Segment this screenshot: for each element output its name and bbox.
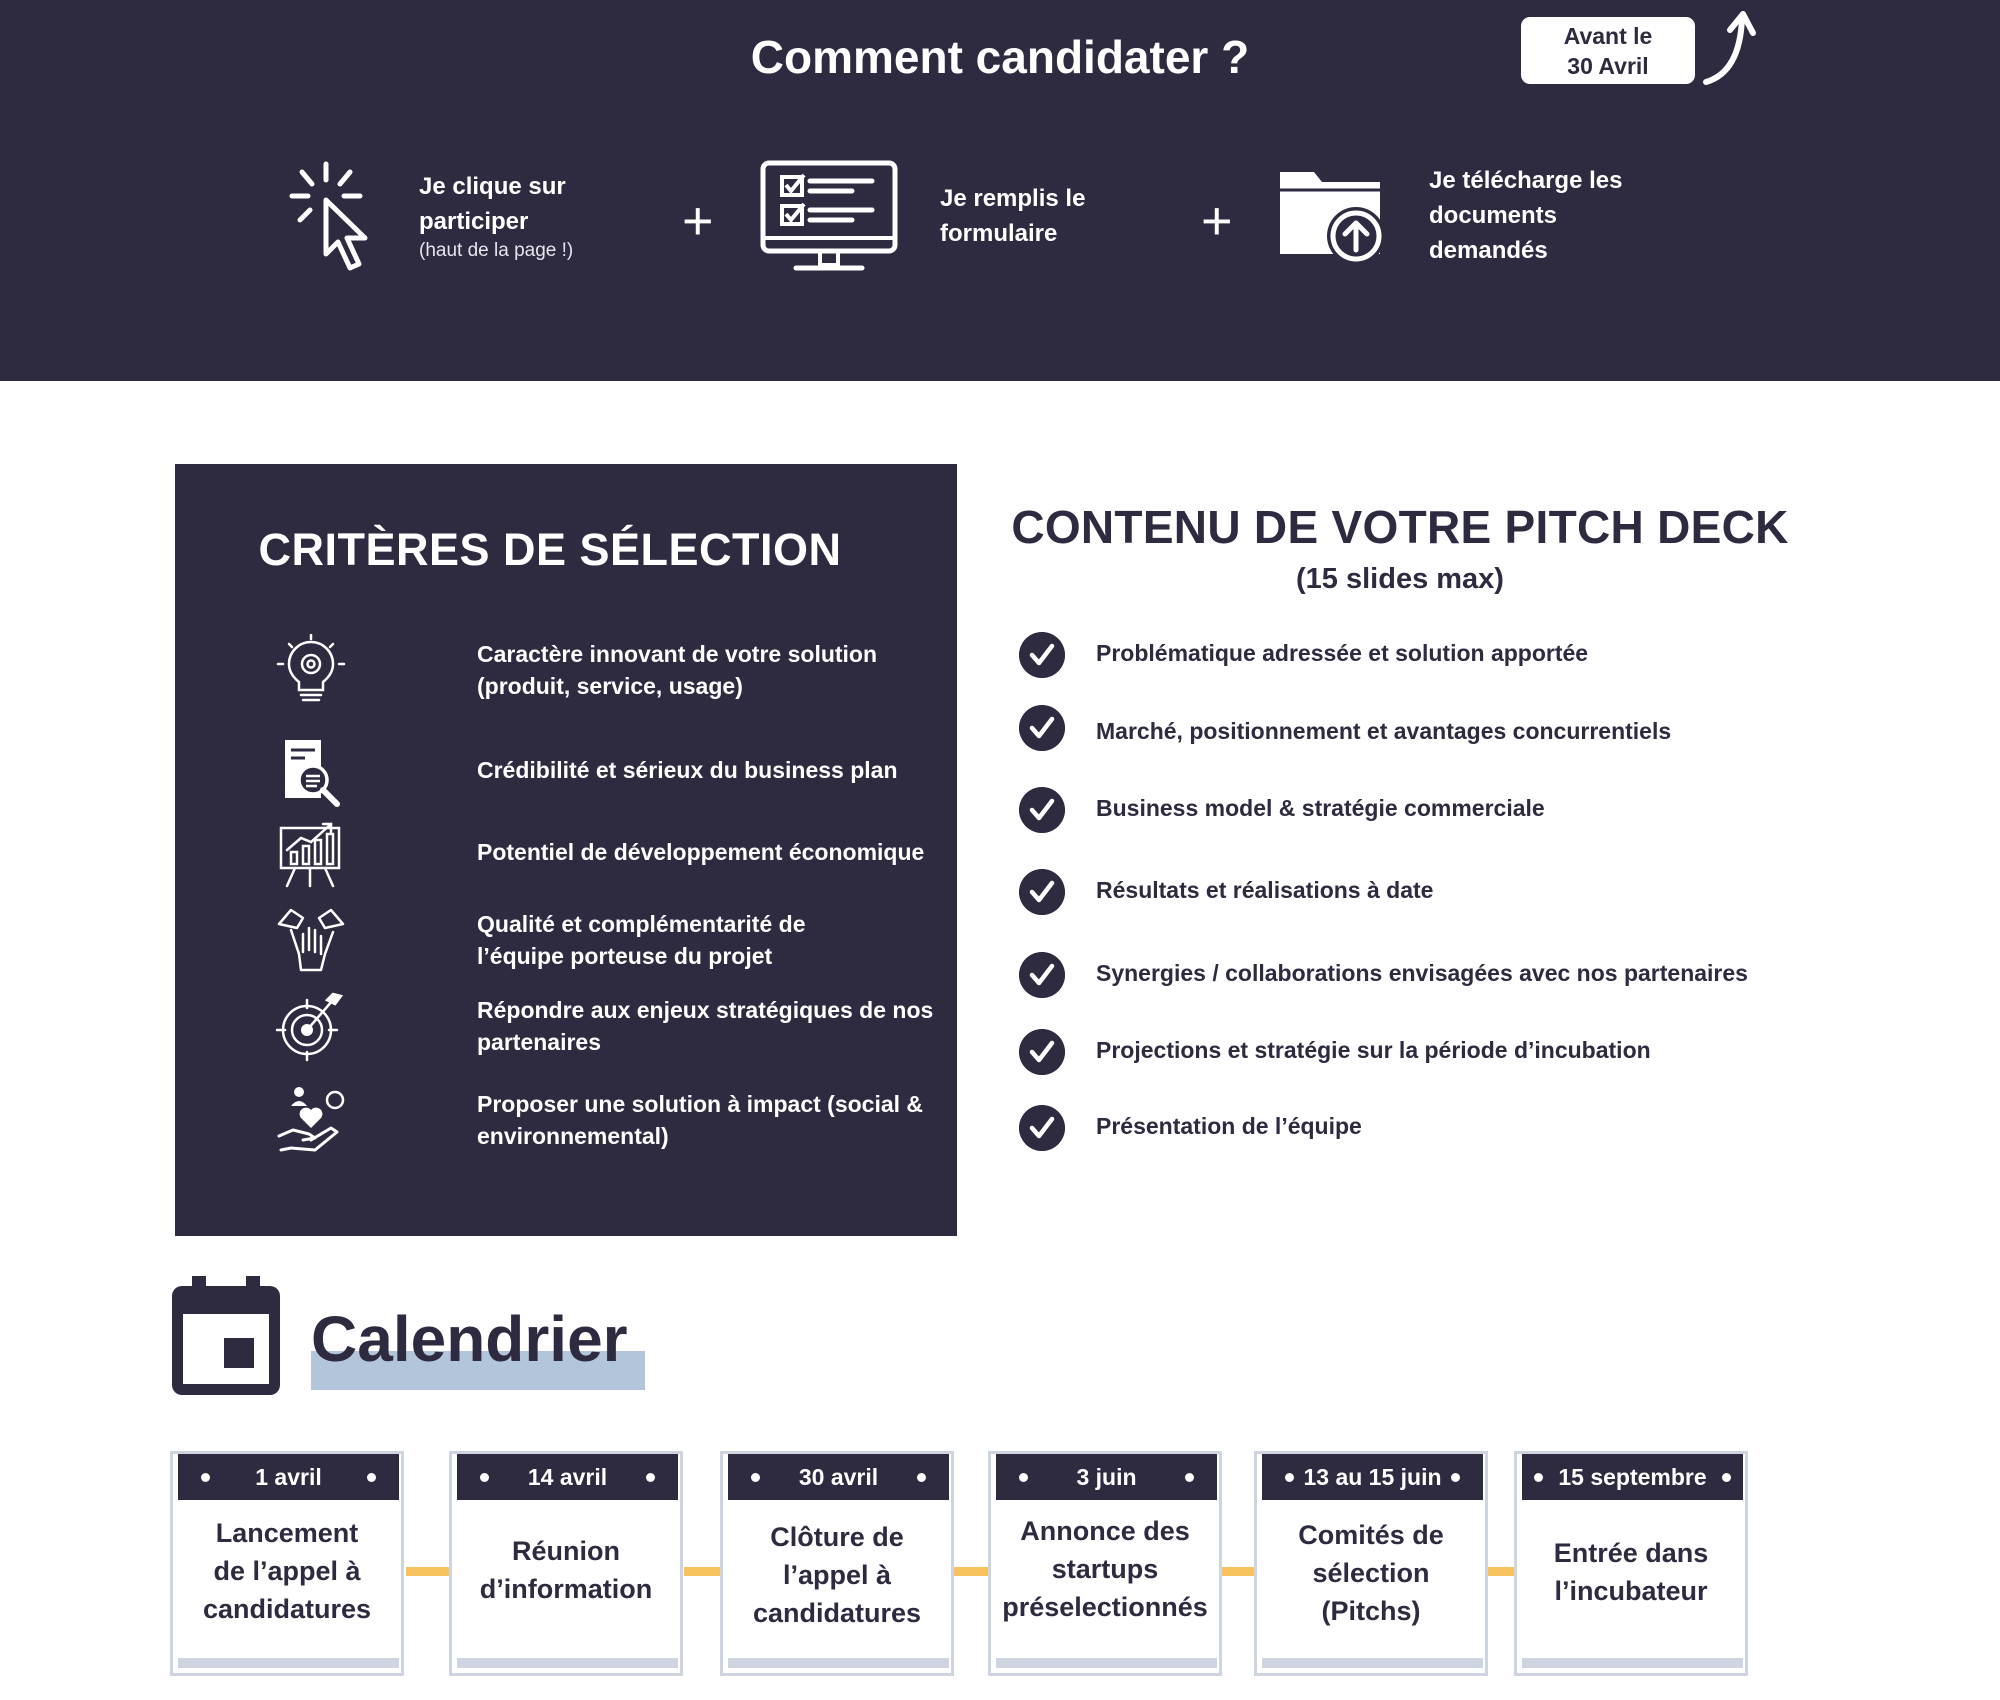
timeline-date: 1 avril xyxy=(178,1454,399,1500)
growth-chart-icon xyxy=(275,818,347,890)
plus-icon: + xyxy=(1201,191,1233,251)
step-fill-form: Je remplis le formulaire xyxy=(940,185,1086,247)
check-icon xyxy=(1019,632,1065,678)
timeline-card xyxy=(170,1451,404,1676)
lightbulb-gear-icon xyxy=(275,634,347,706)
step-click-participate: Je clique sur participer (haut de la page !) xyxy=(419,173,574,261)
timeline-date: 30 avril xyxy=(728,1454,949,1500)
timeline-date: 3 juin xyxy=(996,1454,1217,1500)
bullet-dot-icon xyxy=(646,1473,655,1482)
timeline-connector xyxy=(1222,1567,1254,1576)
bullet-dot-icon xyxy=(751,1473,760,1482)
timeline-label: Réunion d’information xyxy=(479,1536,653,1604)
timeline-label: Entrée dans l’incubateur xyxy=(1553,1538,1709,1606)
cursor-click-icon xyxy=(288,160,378,275)
timeline-connector xyxy=(1488,1567,1514,1576)
check-icon xyxy=(1019,869,1065,915)
timeline-date: 13 au 15 juin xyxy=(1262,1454,1483,1500)
timeline-label: Comités de sélection (Pitchs) xyxy=(1298,1520,1444,1626)
form-monitor-icon xyxy=(760,160,898,274)
folder-upload-icon xyxy=(1278,168,1384,268)
check-icon xyxy=(1019,787,1065,833)
check-icon xyxy=(1019,1029,1065,1075)
calendar-icon xyxy=(172,1276,280,1395)
curved-arrow-icon xyxy=(1700,8,1760,88)
pitch-deck-title: CONTENU DE VOTRE PITCH DECK xyxy=(1011,501,1789,553)
bullet-dot-icon xyxy=(1534,1473,1543,1482)
timeline-card xyxy=(1514,1451,1748,1676)
timeline-date: 15 septembre xyxy=(1522,1454,1743,1500)
bullet-dot-icon xyxy=(480,1473,489,1482)
calendar-title: Calendrier xyxy=(311,1303,628,1375)
apply-banner xyxy=(0,0,2000,381)
bullet-dot-icon xyxy=(1722,1473,1731,1482)
bullet-dot-icon xyxy=(1451,1473,1460,1482)
bullet-dot-icon xyxy=(1019,1473,1028,1482)
selection-criteria-panel: CRITÈRES DE SÉLECTION Caractère innovant de votre solution (produit, service, usage) Crédibilité et sérieux du business plan Potentiel de développement économique Qualité et complémentarité de l’équipe porteuse du projet Répondre aux enjeux stratégiques de nos partenaires Proposer une solution à impact (social & environnemental) xyxy=(175,464,957,1236)
deadline-badge: Avant le 30 Avril xyxy=(1521,17,1695,84)
pitch-deck-subtitle: (15 slides max) xyxy=(1296,563,1504,595)
timeline-label: Clôture de l’appel à candidatures xyxy=(752,1522,922,1628)
check-icon xyxy=(1019,1105,1065,1151)
check-icon xyxy=(1019,952,1065,998)
bullet-dot-icon xyxy=(1185,1473,1194,1482)
timeline-connector xyxy=(952,1567,988,1576)
heart-hand-icon xyxy=(275,1084,347,1156)
apply-title: Comment candidater ? xyxy=(750,31,1250,83)
step-upload-documents: Je télécharge les documents demandés xyxy=(1429,167,1623,264)
criteria-title: CRITÈRES DE SÉLECTION xyxy=(258,524,842,575)
timeline-label: Lancement de l’appel à candidatures xyxy=(202,1518,372,1624)
timeline-connector xyxy=(406,1567,449,1576)
bullet-dot-icon xyxy=(201,1473,210,1482)
timeline-label: Annonce des startups préselectionnés xyxy=(1002,1516,1208,1622)
timeline-card xyxy=(449,1451,683,1676)
plus-icon: + xyxy=(682,191,714,251)
timeline-card xyxy=(1254,1451,1488,1676)
check-icon xyxy=(1019,705,1065,751)
team-hands-icon xyxy=(275,904,347,976)
timeline-date: 14 avril xyxy=(457,1454,678,1500)
bullet-dot-icon xyxy=(1285,1473,1294,1482)
timeline-connector xyxy=(684,1567,720,1576)
bullet-dot-icon xyxy=(367,1473,376,1482)
target-icon xyxy=(275,990,347,1062)
document-magnifier-icon xyxy=(275,736,347,808)
timeline-card xyxy=(988,1451,1222,1676)
timeline-card xyxy=(720,1451,954,1676)
bullet-dot-icon xyxy=(917,1473,926,1482)
